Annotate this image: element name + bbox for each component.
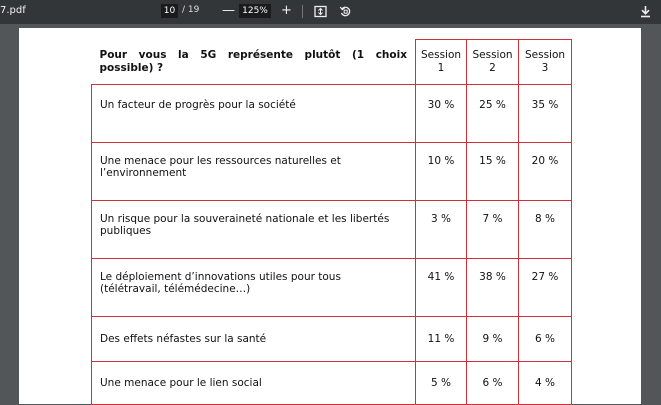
row-value-s1: 5 % — [416, 362, 467, 405]
survey-table — [91, 39, 572, 405]
row-value-s3: 4 % — [519, 362, 572, 405]
page-total: / 19 — [182, 5, 200, 15]
question-header — [92, 40, 416, 85]
zoom-in-button[interactable]: + — [281, 3, 292, 18]
session-3-header: Session 3 — [519, 40, 572, 85]
row-value-s3: 8 % — [519, 201, 572, 259]
table-row — [92, 362, 572, 405]
page-number-input[interactable]: 10 — [161, 4, 178, 18]
fit-page-icon[interactable] — [314, 5, 327, 18]
table-row — [92, 317, 572, 362]
row-value-s2: 25 % — [467, 85, 519, 143]
row-label: Une menace pour le lien social — [92, 362, 416, 405]
download-icon[interactable] — [639, 5, 652, 18]
table-row — [92, 85, 572, 143]
table-row — [92, 143, 572, 201]
session-2-header: Session 2 — [467, 40, 519, 85]
row-value-s1: 41 % — [416, 259, 467, 317]
file-name: 7.pdf — [0, 5, 26, 16]
row-value-s2: 7 % — [467, 201, 519, 259]
row-label: Le déploiement d’innovations utiles pour tous (télétravail, télémédecine…) — [92, 259, 416, 317]
row-label: Un risque pour la souveraineté nationale et les libertés publiques — [92, 201, 416, 259]
question-line-2: possible) ? — [99, 61, 164, 74]
row-value-s2: 15 % — [467, 143, 519, 201]
row-value-s1: 11 % — [416, 317, 467, 362]
row-value-s2: 9 % — [467, 317, 519, 362]
row-value-s1: 10 % — [416, 143, 467, 201]
table-row — [92, 201, 572, 259]
toolbar-divider — [302, 5, 303, 18]
table-row — [92, 259, 572, 317]
row-value-s3: 20 % — [519, 143, 572, 201]
row-value-s1: 30 % — [416, 85, 467, 143]
rotate-icon[interactable] — [339, 5, 352, 18]
question-line-1: Pour vous la 5G représente plutôt (1 choix — [99, 48, 407, 61]
zoom-level-input[interactable]: 125% — [239, 4, 271, 18]
row-value-s2: 6 % — [467, 362, 519, 405]
pdf-page — [19, 28, 641, 404]
row-value-s3: 6 % — [519, 317, 572, 362]
session-1-header: Session 1 — [416, 40, 467, 85]
row-value-s3: 35 % — [519, 85, 572, 143]
row-label: Une menace pour les ressources naturelles et l’environnement — [92, 143, 416, 201]
row-value-s3: 27 % — [519, 259, 572, 317]
table-header-row — [92, 40, 572, 85]
zoom-out-button[interactable]: — — [222, 3, 235, 18]
row-label: Un facteur de progrès pour la société — [92, 85, 416, 143]
row-label: Des effets néfastes sur la santé — [92, 317, 416, 362]
row-value-s2: 38 % — [467, 259, 519, 317]
row-value-s1: 3 % — [416, 201, 467, 259]
pdf-toolbar — [0, 0, 661, 24]
